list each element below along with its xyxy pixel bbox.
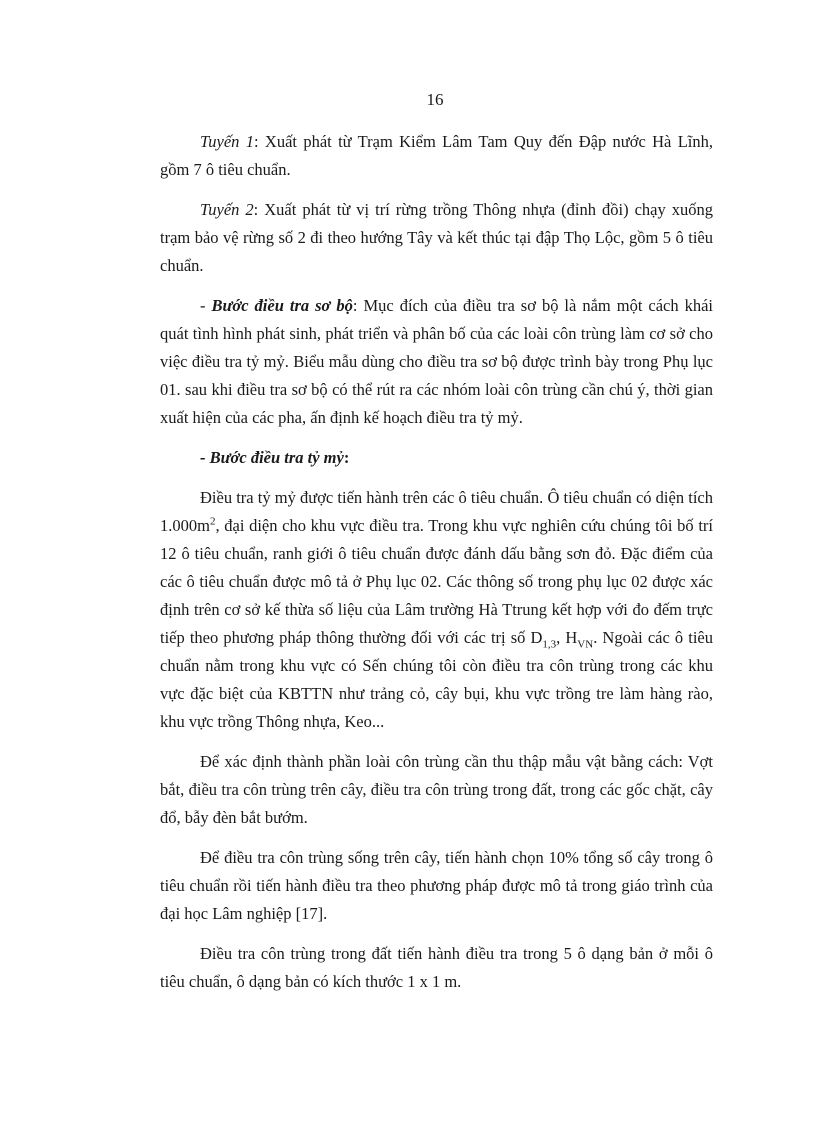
preliminary-prefix: - <box>200 296 212 315</box>
route-2-label: Tuyến 2 <box>200 200 254 219</box>
detailed-text-1: Điều tra tỷ mỷ được tiến hành trên các ô tiêu chuẩn. Ô tiêu chuẩn có diện tích 1.000m <box>160 488 713 535</box>
paragraph-species-collection: Để xác định thành phần loài côn trùng cần thu thập mẫu vật bằng cách: Vợt bắt, điều tra côn trùng trên cây, điều tra côn trùng trong đất, trong các gốc chặt, cây đổ, bẫy đèn bắt bướm. <box>160 752 713 827</box>
detailed-text-2: , đại diện cho khu vực điều tra. Trong khu vực nghiên cứu chúng tôi bố trí 12 ô tiêu chuẩn, ranh giới ô tiêu chuẩn được đánh dấu bằng sơn đỏ. Đặc điểm của các ô tiêu chuẩn được mô tả ở Phụ lục 02. Các thông số trong phụ lục 02 được xác định trên cơ sở kế thừa số liệu của Lâm trường Hà Ttrung kết hợp với đo đếm trực tiếp theo phương pháp thông thường đối với các trị số D <box>160 516 713 647</box>
detailed-survey-heading: - Bước điều tra tỷ mỷ <box>200 448 344 467</box>
paragraph-route-2 <box>160 196 713 280</box>
paragraph-preliminary-survey <box>160 292 713 432</box>
paragraph-soil-insects: Điều tra côn trùng trong đất tiến hành điều tra trong 5 ô dạng bản ở mỗi ô tiêu chuẩn, ô dạng bản có kích thước 1 x 1 m. <box>160 944 713 991</box>
detailed-text-4: . Ngoài các ô tiêu chuẩn nằm trong khu vực có Sến chúng tôi còn điều tra côn trùng trong các khu vực đặc biệt của KBTTN như trảng cỏ, cây bụi, khu vực trồng tre làm hàng rào, khu vực trồng Thông nhựa, Keo... <box>160 628 713 731</box>
heading-detailed-survey <box>160 444 713 472</box>
route-1-text: : Xuất phát từ Trạm Kiểm Lâm Tam Quy đến Đập nước Hà Lĩnh, gồm 7 ô tiêu chuẩn. <box>160 132 713 179</box>
hvn-subscript: VN <box>577 638 594 651</box>
route-2-text: : Xuất phát từ vị trí rừng trồng Thông nhựa (đỉnh đồi) chạy xuống trạm bảo vệ rừng số 2 đi theo hướng Tây và kết thúc tại đập Thọ Lộc, gồm 5 ô tiêu chuẩn. <box>160 200 713 275</box>
detailed-text-3: , H <box>556 628 578 647</box>
preliminary-text: : Mục đích của điều tra sơ bộ là nắm một cách khái quát tình hình phát sinh, phát triển và phân bố của các loài côn trùng làm cơ sở cho việc điều tra tỷ mỷ. Biểu mẫu dùng cho điều tra sơ bộ được trình bày trong Phụ lục 01. sau khi điều tra sơ bộ có thể rút ra các nhóm loài côn trùng cần chú ý, thời gian xuất hiện của các pha, ấn định kế hoạch điều tra tỷ mỷ. <box>160 296 714 427</box>
paragraph-detailed-survey <box>160 484 713 736</box>
document-body <box>160 128 713 1008</box>
detailed-survey-colon: : <box>343 448 350 467</box>
area-superscript: 2 <box>209 515 216 528</box>
preliminary-label: Bước điều tra sơ bộ <box>211 296 353 315</box>
route-1-label: Tuyến 1 <box>200 132 254 151</box>
d13-subscript: 1,3 <box>542 638 557 651</box>
page-number: 16 <box>426 90 444 109</box>
paragraph-tree-insects: Để điều tra côn trùng sống trên cây, tiến hành chọn 10% tổng số cây trong ô tiêu chuẩn rồi tiến hành điều tra theo phương pháp được mô tả trong giáo trình của đại học Lâm nghiệp [17]. <box>160 848 713 923</box>
paragraph-route-1 <box>160 128 713 184</box>
